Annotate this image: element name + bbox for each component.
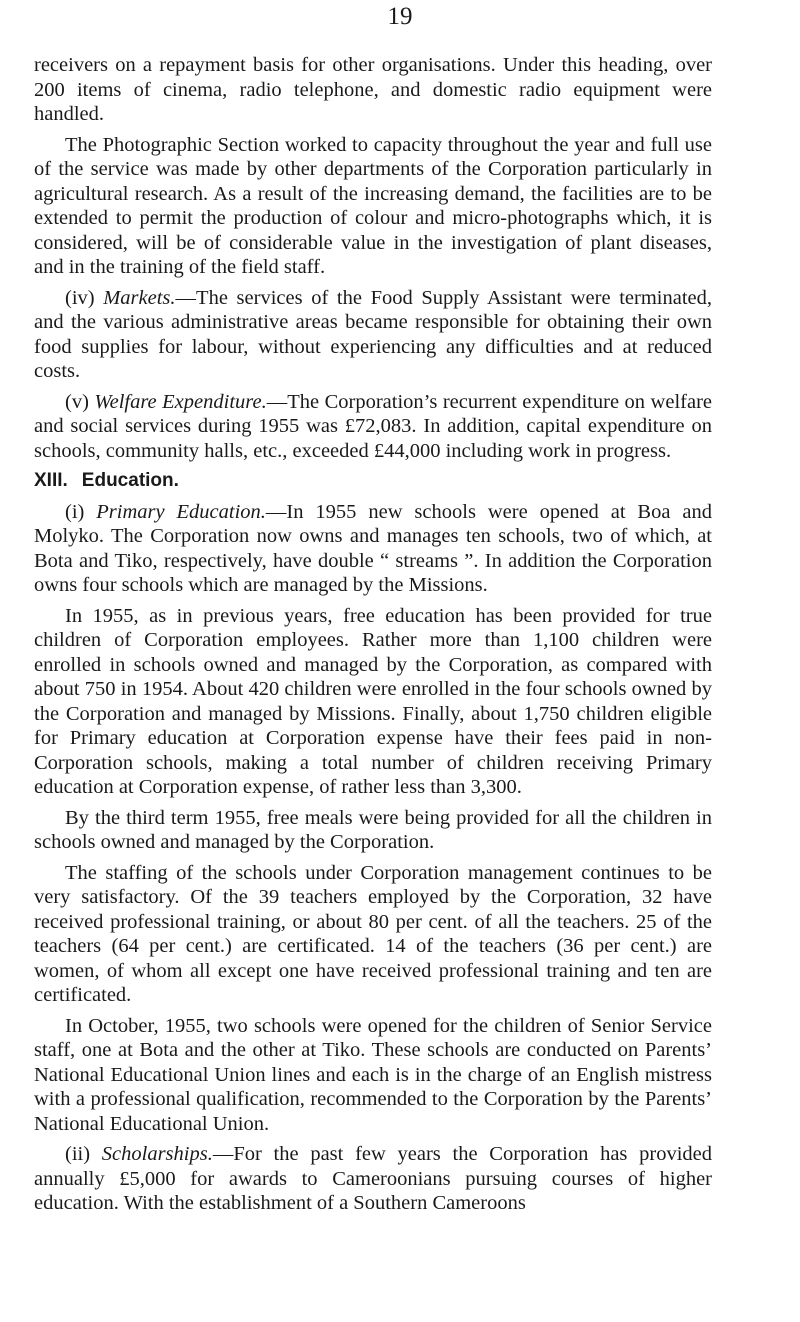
primary-text: —In 1955 new schools were opened at Boa and Molyko. The Corporation now owns and manages ten schools, two of which, at Bota and Tiko, respectively, have double “ streams ”. In addition the Corporation owns four schools which are managed by the Missions.: [34, 500, 712, 596]
welfare-text: —The Corporation’s recurrent expenditure on welfare and social services during 1955 was £72,083. In addition, capital expenditure on schools, community halls, etc., exceeded £44,000 including work in progress.: [34, 390, 712, 462]
section-heading-education: [34, 469, 712, 494]
paragraph-free-meals: By the third term 1955, free meals were being provided for all the children in schools owned and managed by the Corporation.: [34, 806, 712, 853]
markets-number: (iv): [65, 286, 104, 309]
paragraph-scholarships: [34, 1142, 712, 1216]
paragraph-staffing: The staffing of the schools under Corporation management continues to be very satisfactory. Of the 39 teachers employed by the Corporation, 32 have received professional training, or about 80 per cent. of all the teachers. 25 of the teachers (64 per cent.) are certificated. 14 of the teachers (36 per cent.) are women, of whom all except one have received professional training and ten are certificated.: [34, 861, 712, 1006]
scholarships-number: (ii): [65, 1143, 102, 1165]
primary-title: Primary Education.: [96, 500, 266, 523]
markets-text: —The services of the Food Supply Assistant were terminated, and the various administrative areas became responsible for obtaining their own food supplies for labour, without experiencing any difficulties and at reduced costs.: [34, 286, 712, 382]
body-text: [34, 53, 712, 1222]
page-number: 19: [387, 3, 413, 30]
primary-number: (i): [65, 500, 97, 523]
welfare-number: (v): [65, 390, 95, 413]
paragraph-photographic-section: The Photographic Section worked to capacity throughout the year and full use of the service was made by other departments of the Corporation particularly in agricultural research. As a result of the increasing demand, the facilities are to be extended to permit the production of colour and micro-photographs which, it is considered, will be of considerable value in the investigation of plant diseases, and in the training of the field staff.: [34, 133, 712, 278]
paragraph-senior-service-schools: In October, 1955, two schools were opened for the children of Senior Service staff, one at Bota and the other at Tiko. These schools are conducted on Parents’ National Educational Union lines and each is in the charge of an English mistress with a professional qualification, recommended to the Corporation by the Parents’ National Educational Union.: [34, 1014, 712, 1135]
paragraph-free-education: In 1955, as in previous years, free education has been provided for true children of Corporation employees. Rather more than 1,100 children were enrolled in schools owned and managed by the Corporation, as compared with about 750 in 1954. About 420 children were enrolled in the four schools owned by the Corporation and managed by Missions. Finally, about 1,750 children eligible for Primary education at Corporation expense have their fees paid in non-Corporation schools, making a total number of children receiving Primary education at Corporation expense, of rather less than 3,300.: [34, 604, 712, 798]
paragraph-primary-education: [34, 500, 712, 598]
section-title: Education.: [81, 470, 179, 491]
scholarships-title: Scholarships.: [101, 1143, 213, 1165]
paragraph-welfare-expenditure: [34, 390, 712, 464]
section-number: XIII.: [34, 470, 68, 491]
markets-title: Markets.: [103, 286, 176, 309]
paragraph-receivers: receivers on a repayment basis for other organisations. Under this heading, over 200 items of cinema, radio telephone, and domestic radio equipment were handled.: [34, 54, 712, 125]
paragraph-markets: [34, 286, 712, 384]
scholarships-text: —For the past few years the Corporation has provided annually £5,000 for awards to Cameroonians pursuing courses of higher education. With the establishment of a Southern Cameroons: [34, 1143, 712, 1214]
welfare-title: Welfare Expenditure.: [94, 390, 267, 413]
